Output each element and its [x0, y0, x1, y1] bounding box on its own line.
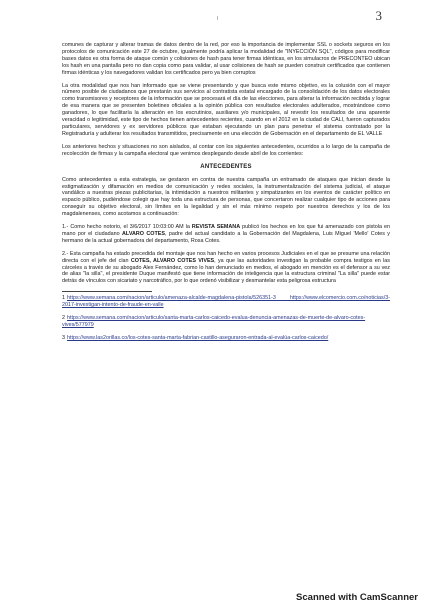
footnote-2: 2 https://www.semana.com/nacion/articulo/santa-marta-carlos-caicedo-evalua-denuncia-amenazas-de-muerte-de-alvaro-cotes-vives/577979 — [62, 315, 366, 328]
item-1-mid: publicó los hechos en los que fui amenazado con pistola en mano por el ciudadano — [62, 224, 390, 237]
footnote-3: 3 https://www.las2orillas.co/los-cotes-santa-marta-fabrian-castillo-aseguraron-entrada-al-evalúa-carlos-caicedo/ — [62, 334, 329, 341]
document-body — [62, 42, 390, 348]
scanner-watermark: Scanned with CamScanner — [296, 592, 418, 603]
section-heading: ANTECEDENTES — [200, 163, 252, 170]
item-1-name: ALVARO COTES — [122, 230, 165, 237]
item-2-name: COTES, ALVARO COTES VIVES — [130, 257, 215, 264]
scan-mark — [217, 16, 222, 20]
footnote-1-link[interactable]: https://www.semana.com/nacion/articulo/amenaza-alcalde-magdalena-pistola/526351-3 https://www.elcomercio.com.co/noticias/3-2017-investigan-intento-de-fraude-en-valle — [62, 295, 390, 309]
item-2-prefix: 2.- Esta campaña ha estado precedida del montaje que nos han hecho en varios procesos Judiciales en el que se presume una relación directa con el jefe del clan — [62, 250, 390, 264]
page-number: 3 — [375, 8, 382, 23]
footnote-divider — [62, 291, 152, 292]
antecedentes-intro: Como antecedentes a esta estrategia, se gestaron en contra de nuestra campaña un entramado de ataques que inician desde la estigmatización y difamación en medios de comunicación y redes sociales, la instrumentalización del sistema judicial, el ataque vandálico a nuestras piezas publicitarias, la intimidación a nuestros militantes y simpatizantes en los eventos de carácter político en espacio público, pudiéndose colegir que hay toda una estructura de personas, que concertaron realizar cualquier tipo de acciones para conseguir su objetivo electoral, sin límites en la legalidad y sin el más mínimo respeto por nuestros derechos y los de los magdalenenses, como acotamos a continuación: — [62, 176, 390, 218]
paragraph-1: comunes de capturar y alterar tramas de datos dentro de la red, por eso la importancia de implementar SSL o sockets seguros en los protocolos de comunicación este 27 de octubre, igualmente podría aplicar la modalidad de "INYECCIÓN SQL", códigos para modificar bases datos es otra forma de ataque común y colisiones de hash para tener firmas idénticas, en los simulacros de PRECONTEO ubican los hash en una pantalla pero no dan copia como para validar, al usar colisiones de hash se pueden construir certificados que contienen firmas idénticas y los navegadores validan los certificados pero ya bien corruptos — [62, 42, 390, 76]
paragraph-3: Los anteriores hechos y situaciones no son aislados, al contar con los siguientes antecedentes, ocurridos a lo largo de la campaña de recolección de firmas y la campaña electoral que venimos desplegando desde abril de los corrientes: — [62, 143, 390, 157]
paragraph-2: La otra modalidad que nos han informado que se viene presentando y que busca este mismo objetivo, es la colusión con el mayor número posible de ciudadanos que prestarán sus servicios al contratista estatal encargado de la consolidación de los datos electorales como transmisores y receptores de la información que se procesará el día de las elecciones, para alterar la información recibida y lograr de esa manera que se presenten boletines oficiales a la opinión pública con resultados electorales adulterados, mostrándose como ganadores, lo que facilitaría la alteración en los escrutinios, auxiliares y/o municipales, al revestir los resultados de una aparente veracidad o legitimidad, este tipo de hechos tienen antecedentes recientes, cuando en el 2012 en la ciudad de CALI, fueron capturados particulares, servidores y ex servidores públicos que estaban ejecutando un plan para penetrar el sistema contratado por la Registraduría y adulterar los resultados transmitidos, precisamente en una elección de Gobernación en el departamento de EL VALLE — [62, 82, 390, 137]
item-1-prefix: 1.- Como hecho notorio, el 3/6/2017 10:03:00 AM la — [62, 224, 192, 231]
footnote-3-link[interactable]: https://www.las2orillas.co/los-cotes-santa-marta-fabrian-castillo-aseguraron-entrada-al-evalúa-carlos-caicedo/ — [67, 334, 329, 341]
item-2 — [62, 251, 390, 286]
item-1-source: REVISTA SEMANA — [191, 224, 241, 231]
footnote-2-link[interactable]: https://www.semana.com/nacion/articulo/santa-marta-carlos-caicedo-evalua-denuncia-amenazas-de-muerte-de-alvaro-cotes-vives/577979 — [62, 315, 366, 328]
footnote-1: 1 https://www.semana.com/nacion/articulo/amenaza-alcalde-magdalena-pistola/526351-3 https://www.elcomercio.com.co/noticias/3-2017-investigan-intento-de-fraude-en-valle — [62, 295, 390, 309]
item-1-suffix: , padre del actual candidato a la Gobernación del Magdalena, Luis Miguel 'Mello' Cotes y hermano de la actual gobernadora del departamento, Rosa Cotes. — [62, 230, 391, 244]
item-1 — [62, 224, 390, 245]
item-2-suffix: , ya que las autoridades investigan la probable compra testigos en las cárceles a través de su abogado Alex Fernández, como lo han denunciado en medios, el abogado en mención es el defensor a su vez de alias "la silla", el presidente Duque manifestó que tiene información de inteligencia que la estructura criminal "La silla" puede estar detrás de vínculos con sicariato y narcotráfico, por lo que ordenó visibilizar y desmantelar esta peligrosa estructura — [62, 257, 390, 285]
